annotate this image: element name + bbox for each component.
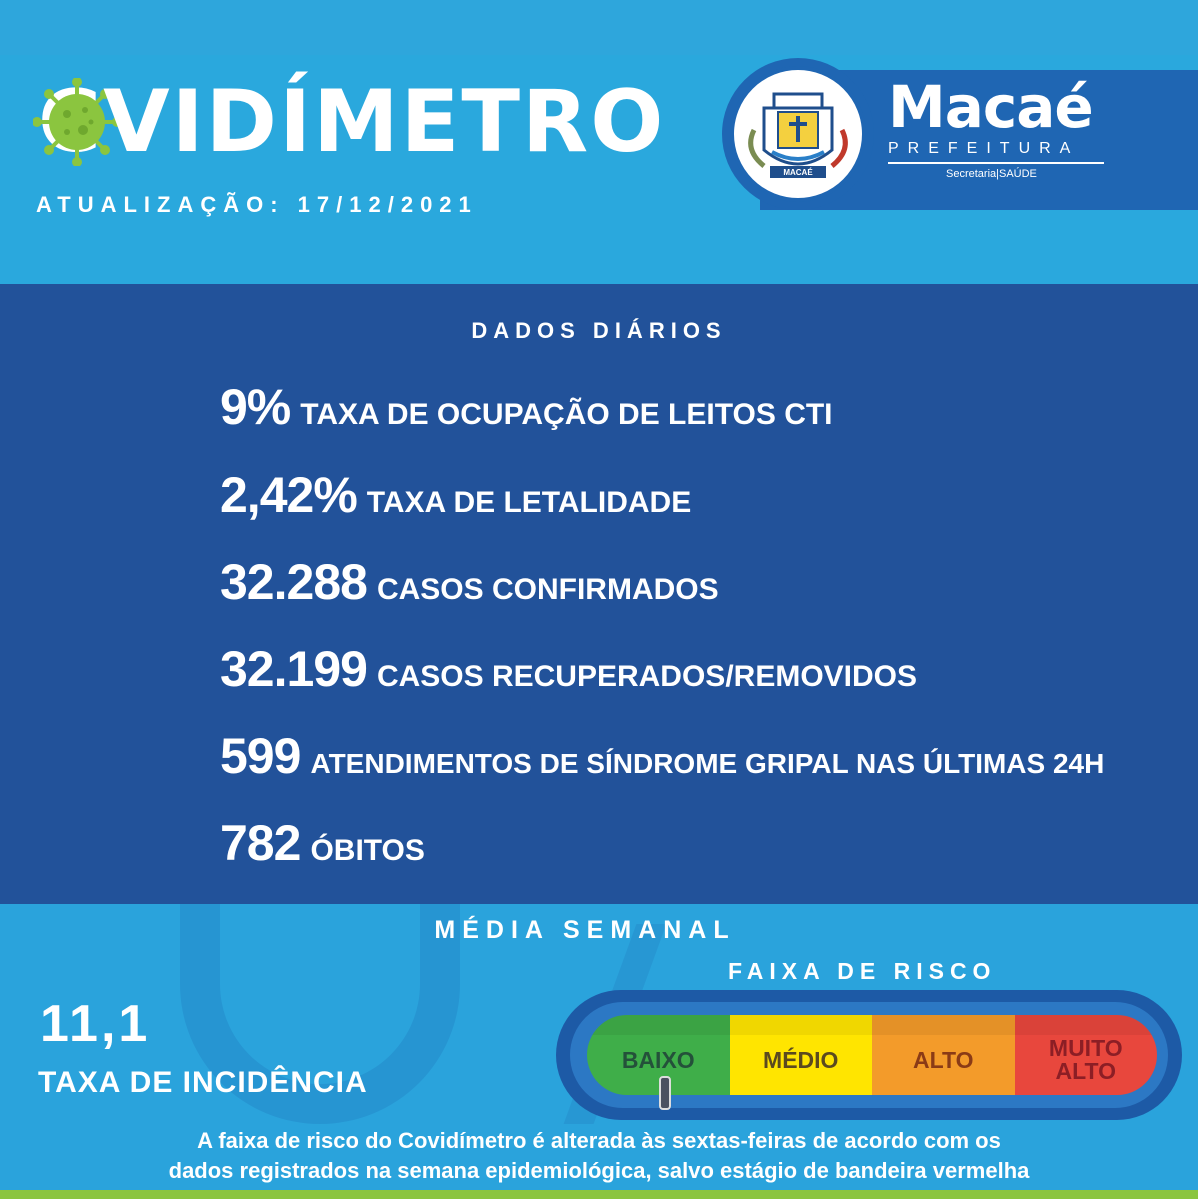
footer-green-strip — [0, 1190, 1198, 1199]
risk-segment-label: MUITO ALTO — [1048, 1035, 1123, 1084]
stat-label: TAXA DE OCUPAÇÃO DE LEITOS CTI — [300, 398, 833, 431]
stat-label: CASOS CONFIRMADOS — [376, 573, 719, 606]
footer-note-line: A faixa de risco do Covidímetro é alterada às sextas-feiras de acordo com os — [197, 1128, 1001, 1153]
footer-note-line: dados registrados na semana epidemiológica, salvo estágio de bandeira vermelha — [168, 1158, 1030, 1183]
risk-segment-label: BAIXO — [621, 1046, 695, 1073]
stat-value: 9% — [220, 379, 291, 435]
incidence-value: 11,1 — [40, 995, 151, 1053]
stat-row — [220, 814, 425, 872]
stat-row — [220, 727, 1104, 785]
risk-needle — [659, 1076, 671, 1110]
risk-segment-medio — [730, 1015, 873, 1095]
crest-label: MACAÉ — [783, 168, 813, 177]
macae-brand — [888, 73, 1110, 180]
covidimetro-title — [38, 72, 665, 172]
stat-label: ATENDIMENTOS DE SÍNDROME GRIPAL NAS ÚLTIMAS 24H — [310, 748, 1105, 779]
stat-label: ÓBITOS — [310, 834, 425, 867]
brand-subtitle: PREFEITURA — [888, 140, 1080, 157]
stat-value: 599 — [220, 728, 301, 784]
brand-name: Macaé — [888, 73, 1093, 141]
brand-divider — [888, 162, 1104, 164]
title-rest: VIDÍMETRO — [103, 72, 666, 172]
risk-gauge — [587, 1015, 1157, 1095]
risk-segment-muito-alto — [1015, 1015, 1158, 1095]
crest-icon — [734, 70, 862, 198]
weekly-title: MÉDIA SEMANAL — [434, 916, 736, 944]
stat-row — [220, 553, 719, 611]
stat-value: 782 — [220, 815, 301, 871]
footer-note — [0, 1126, 1198, 1186]
stat-row — [220, 466, 691, 524]
update-date: ATUALIZAÇÃO: 17/12/2021 — [36, 192, 478, 217]
stat-value: 32.288 — [220, 554, 367, 610]
header-strip — [0, 0, 1198, 55]
brand-secretaria: Secretaria|SAÚDE — [946, 168, 1037, 180]
risk-segment-label: ALTO — [913, 1046, 974, 1073]
risk-segment-alto — [872, 1015, 1015, 1095]
stat-value: 32.199 — [220, 641, 367, 697]
risk-title: FAIXA DE RISCO — [728, 958, 997, 984]
daily-title: DADOS DIÁRIOS — [471, 318, 727, 343]
incidence-label: TAXA DE INCIDÊNCIA — [38, 1066, 368, 1099]
city-crest — [730, 66, 866, 202]
stat-row — [220, 378, 833, 436]
stat-label: TAXA DE LETALIDADE — [366, 486, 692, 519]
risk-segment-label: MÉDIO — [763, 1046, 839, 1073]
stat-label: CASOS RECUPERADOS/REMOVIDOS — [376, 660, 918, 693]
stat-value: 2,42% — [220, 467, 357, 523]
stat-row — [220, 640, 917, 698]
